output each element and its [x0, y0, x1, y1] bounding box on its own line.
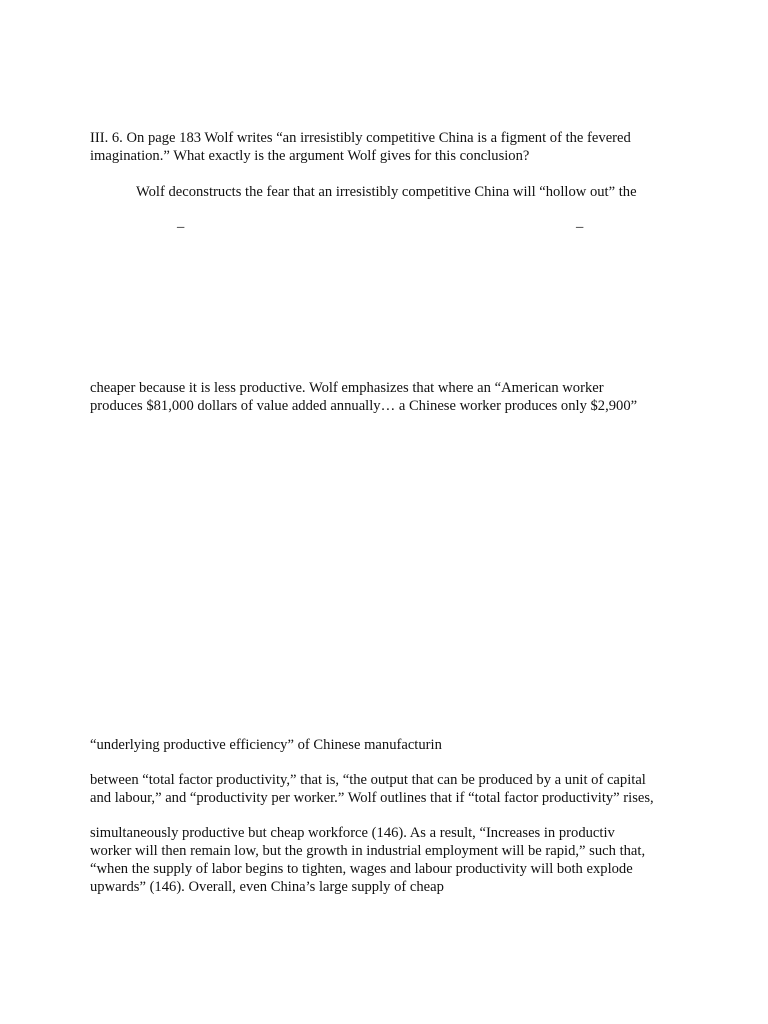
cheaper-line-2: produces $81,000 dollars of value added annually… a Chinese worker produces only $2,900” [90, 398, 638, 414]
redaction-mark-left: – [177, 219, 185, 235]
question-line-1: III. 6. On page 183 Wolf writes “an irresistibly competitive China is a figment of the fevered [90, 130, 631, 146]
answer-intro-line: Wolf deconstructs the fear that an irresistibly competitive China will “hollow out” the [136, 184, 637, 200]
workforce-line-2: worker will then remain low, but the growth in industrial employment will be rapid,” such that, [90, 843, 646, 859]
efficiency-line: “underlying productive efficiency” of Chinese manufacturin [90, 737, 442, 753]
cheaper-line-1: cheaper because it is less productive. Wolf emphasizes that where an “American worker [90, 380, 604, 396]
redaction-mark-right: – [576, 219, 584, 235]
workforce-line-3: “when the supply of labor begins to tighten, wages and labour productivity will both explode [90, 861, 633, 877]
workforce-line-1: simultaneously productive but cheap workforce (146). As a result, “Increases in productiv [90, 825, 615, 841]
workforce-line-4: upwards” (146). Overall, even China’s large supply of cheap [90, 879, 444, 895]
question-line-2: imagination.” What exactly is the argument Wolf gives for this conclusion? [90, 148, 530, 164]
tfp-line-2: and labour,” and “productivity per worker.” Wolf outlines that if “total factor productivity” rises, [90, 790, 654, 806]
tfp-line-1: between “total factor productivity,” that is, “the output that can be produced by a unit of capital [90, 772, 646, 788]
